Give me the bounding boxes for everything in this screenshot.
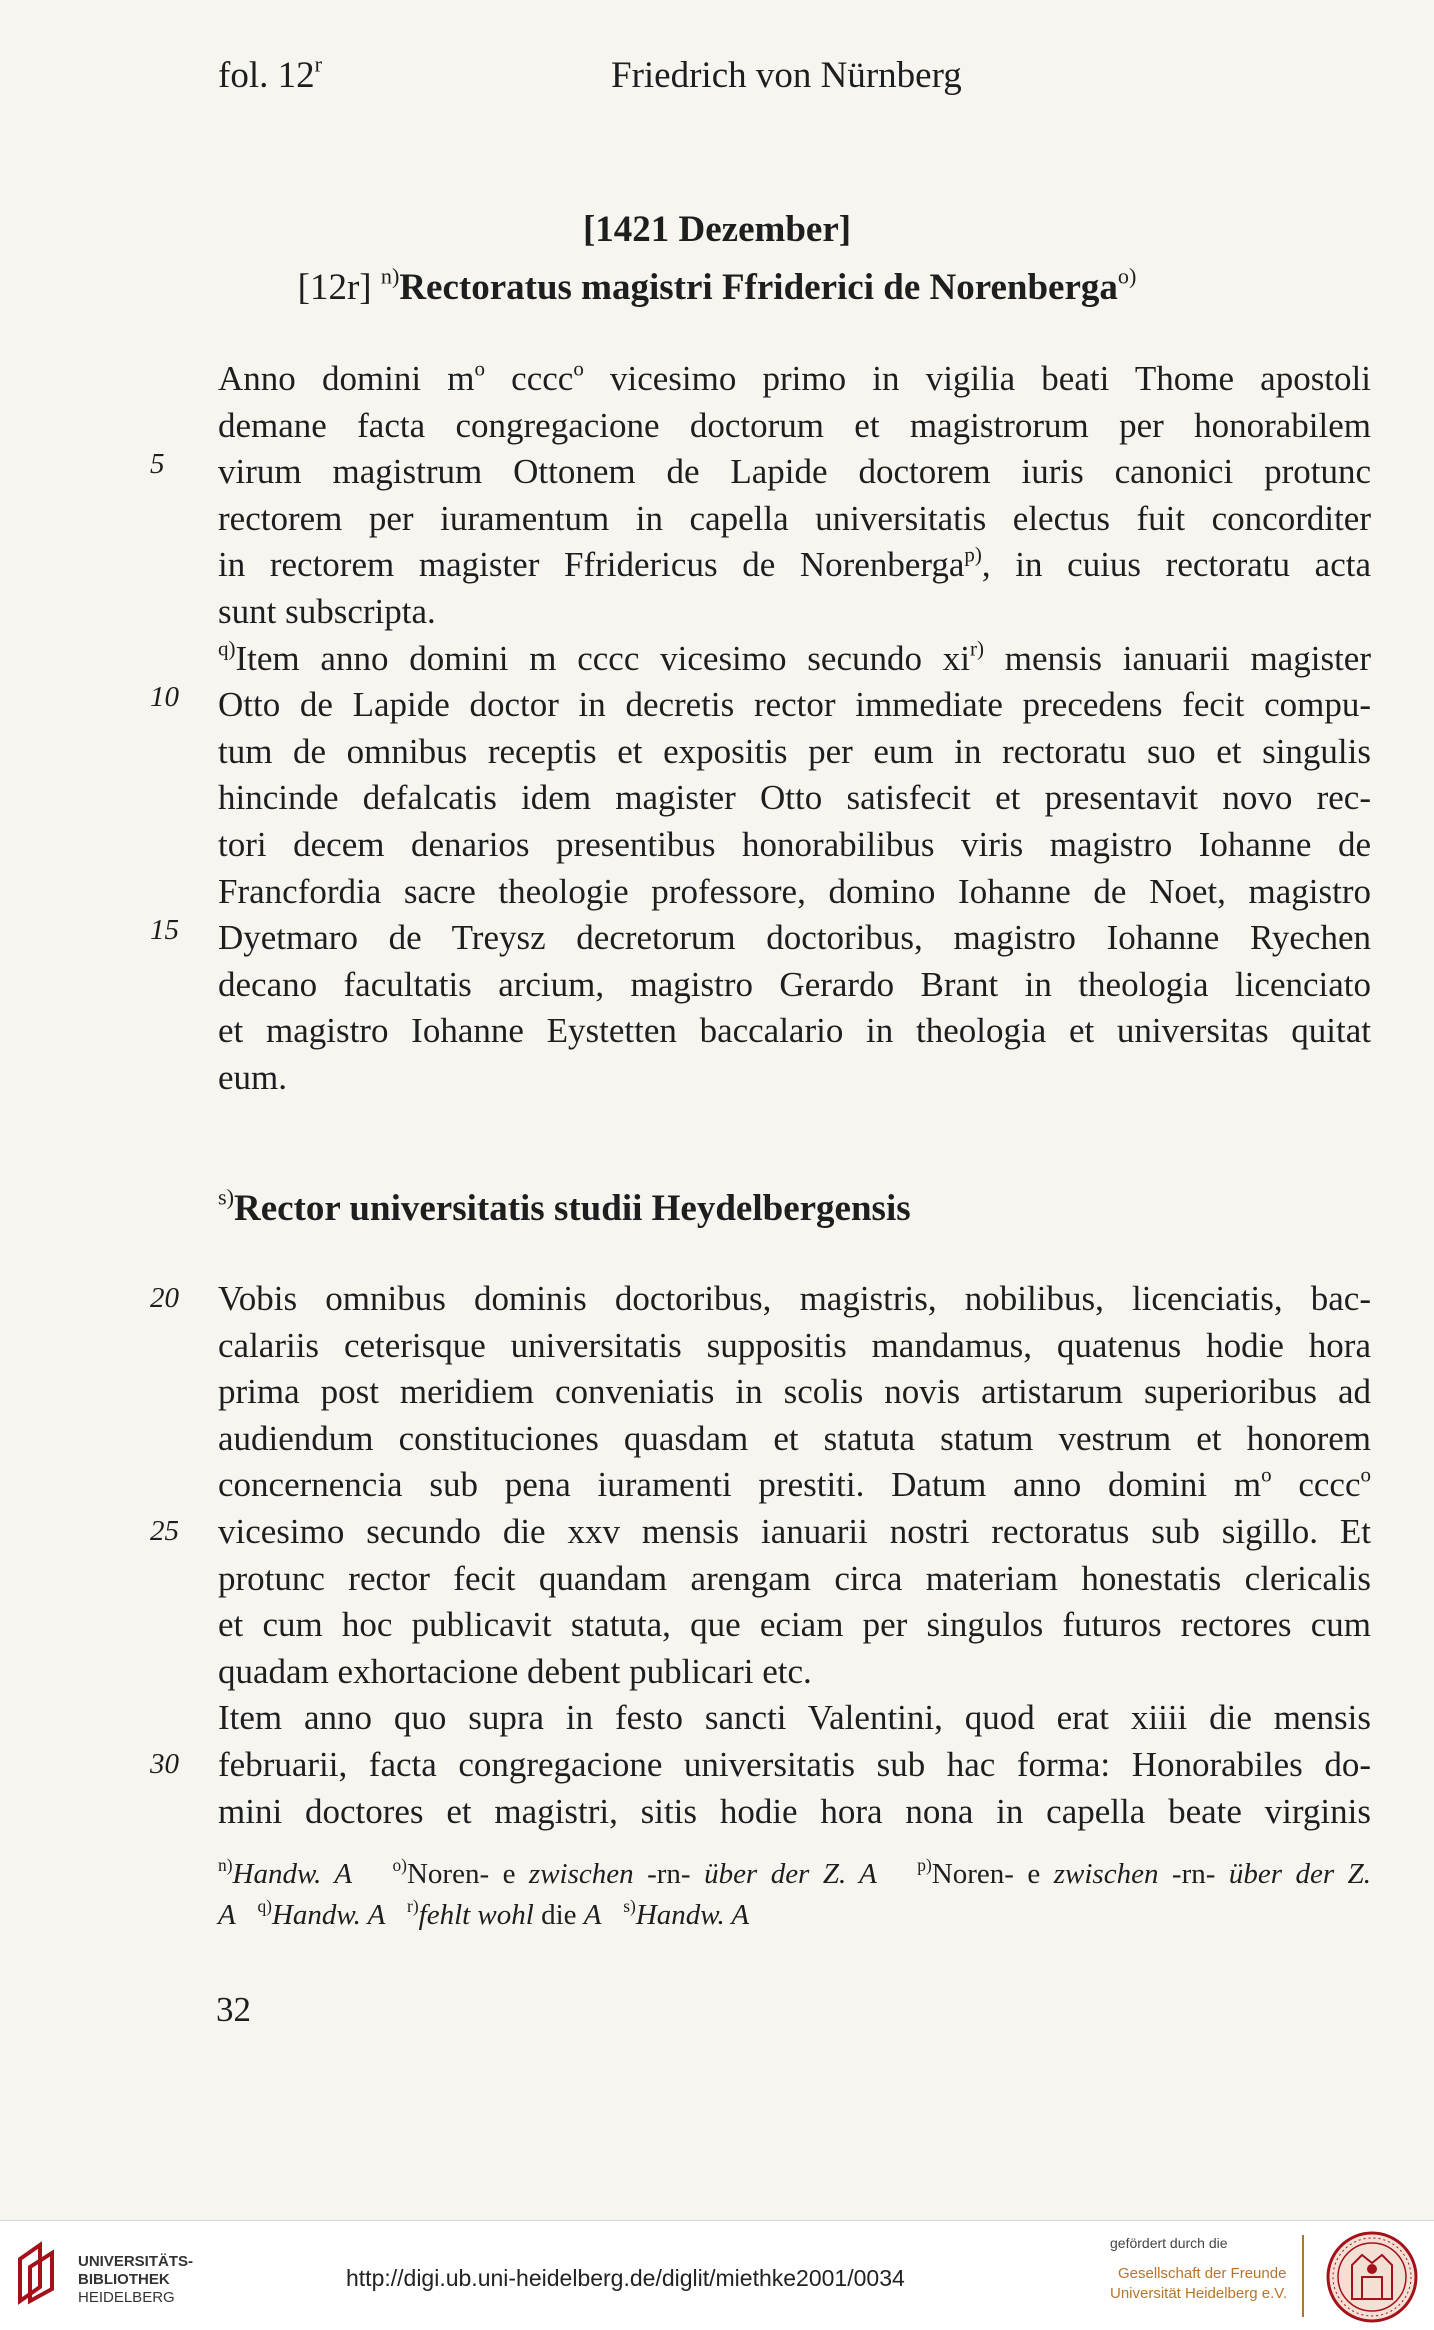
line-number: 25 — [150, 1515, 179, 1547]
footnote-line: A $^{q)}$Handw. A $^{r)}$fehlt wohl die A $^{s)}$Handw. A — [218, 1895, 750, 1931]
text-line: decano facultatis arcium, magistro Gerardo Brant in theologia licenciato — [218, 964, 1371, 1004]
text-line: et cum hoc publicavit statuta, que eciam per singulos futuros rectores cum — [218, 1605, 1371, 1645]
text-line: et magistro Iohanne Eystetten baccalario in theologia et universitas quitat — [218, 1011, 1371, 1051]
library-name-line3: HEIDELBERG — [78, 2289, 175, 2306]
body-paragraph-2 — [218, 1276, 1371, 1835]
text-line: Anno domini $m^o$ cccc$^o$ vicesimo primo in vigilia beati Thome apostoli — [218, 356, 1371, 398]
line-number: 5 — [150, 448, 165, 480]
text-line: Vobis omnibus dominis doctoribus, magistris, nobilibus, licenciatis, bac- — [218, 1279, 1371, 1318]
text-line: audiendum constituciones quasdam et statuta statum vestrum et honorem — [218, 1418, 1371, 1458]
body-paragraph-1 — [218, 356, 1371, 1102]
society-name-line2: Universität Heidelberg e.V. — [1110, 2285, 1288, 2302]
text-line: Item anno quo supra in festo sancti Valentini, quod erat xiiii die mensis — [218, 1698, 1371, 1738]
text-line: Otto de Lapide doctor in decretis rector immediate precedens fecit compu- — [218, 685, 1371, 725]
library-name-line2: BIBLIOTHEK — [78, 2271, 170, 2288]
footnotes — [218, 1854, 1371, 1936]
text-line: sunt subscripta. — [218, 591, 436, 631]
digitization-footer — [0, 2220, 1434, 2330]
footnote-line: $^{n)}$Handw. A $^{o)}$Noren- e zwischen -rn- über der Z. A $^{p)}$Noren- e zwischen -rn- über der Z. — [218, 1854, 1372, 1890]
university-seal-icon — [1322, 2229, 1422, 2325]
text-line: rectorem per iuramentum in capella universitatis electus fuit concorditer — [218, 498, 1371, 538]
running-title: Friedrich von Nürnberg — [611, 55, 962, 96]
society-name-line1: Gesellschaft der Freunde — [1118, 2265, 1287, 2282]
text-line: hincinde defalcatis idem magister Otto satisfecit et presentavit novo rec- — [218, 778, 1371, 818]
text-line: mini doctores et magistri, sitis hodie hora nona in capella beate virginis — [218, 1791, 1371, 1831]
entry-title: [12r] $^{n)}$Rectoratus magistri Ffriderici de Norenberga$^{o)}$ — [297, 263, 1137, 308]
funded-by-label: gefördert durch die — [1110, 2235, 1228, 2251]
folio-reference: fol. 12$^r$ — [218, 51, 322, 96]
text-line: Dyetmaro de Treysz decretorum doctoribus, magistro Iohanne Ryechen — [218, 918, 1371, 958]
text-line: $^{q)}$Item anno domini m cccc vicesimo secundo $xi^{r)}$ mensis ianuarii magister — [218, 635, 1372, 678]
text-line: vicesimo secundo die xxv mensis ianuarii nostri rectoratus sub sigillo. Et — [218, 1511, 1371, 1551]
footer-divider — [1302, 2235, 1304, 2317]
text-line: tum de omnibus receptis et expositis per eum in rectoratu suo et singulis — [218, 731, 1371, 771]
text-line: Francfordia sacre theologie professore, domino Iohanne de Noet, magistro — [218, 871, 1371, 911]
library-name-line1: UNIVERSITÄTS- — [78, 2253, 194, 2270]
section-heading: $^{s)}$Rector universitatis studii Heydelbergensis — [218, 1184, 911, 1229]
text-line: quadam exhortacione debent publicari etc. — [218, 1651, 812, 1691]
text-line: in rectorem magister Ffridericus de Norenberga$^{p)}$, in cuius rectoratu acta — [218, 542, 1371, 585]
text-line: demane facta congregacione doctorum et magistrorum per honorabilem — [218, 405, 1371, 445]
text-line: februarii, facta congregacione universitatis sub hac forma: Honorabiles do- — [218, 1744, 1371, 1784]
text-line: virum magistrum Ottonem de Lapide doctorem iuris canonici protunc — [218, 452, 1371, 492]
text-line: prima post meridiem conveniatis in scolis novis artistarum superioribus ad — [218, 1372, 1371, 1412]
line-number: 15 — [150, 914, 179, 946]
line-number: 10 — [150, 681, 179, 713]
page-number: 32 — [216, 1990, 251, 2029]
line-number: 30 — [150, 1748, 179, 1780]
text-line: calariis ceterisque universitatis suppositis mandamus, quatenus hodie hora — [218, 1325, 1371, 1365]
source-url-link[interactable]: http://digi.ub.uni-heidelberg.de/diglit/miethke2001/0034 — [346, 2265, 905, 2291]
text-line: tori decem denarios presentibus honorabilibus viris magistro Iohanne de — [218, 824, 1371, 864]
library-logo-icon — [14, 2241, 60, 2305]
text-line: protunc rector fecit quandam arengam circa materiam honestatis clericalis — [218, 1558, 1371, 1598]
text-line: eum. — [218, 1057, 288, 1097]
entry-date: [1421 Dezember] — [582, 209, 852, 250]
text-line: concernencia sub pena iuramenti prestiti. Datum anno domini $m^o$ cccc$^o$ — [218, 1462, 1372, 1505]
line-number: 20 — [150, 1282, 179, 1314]
